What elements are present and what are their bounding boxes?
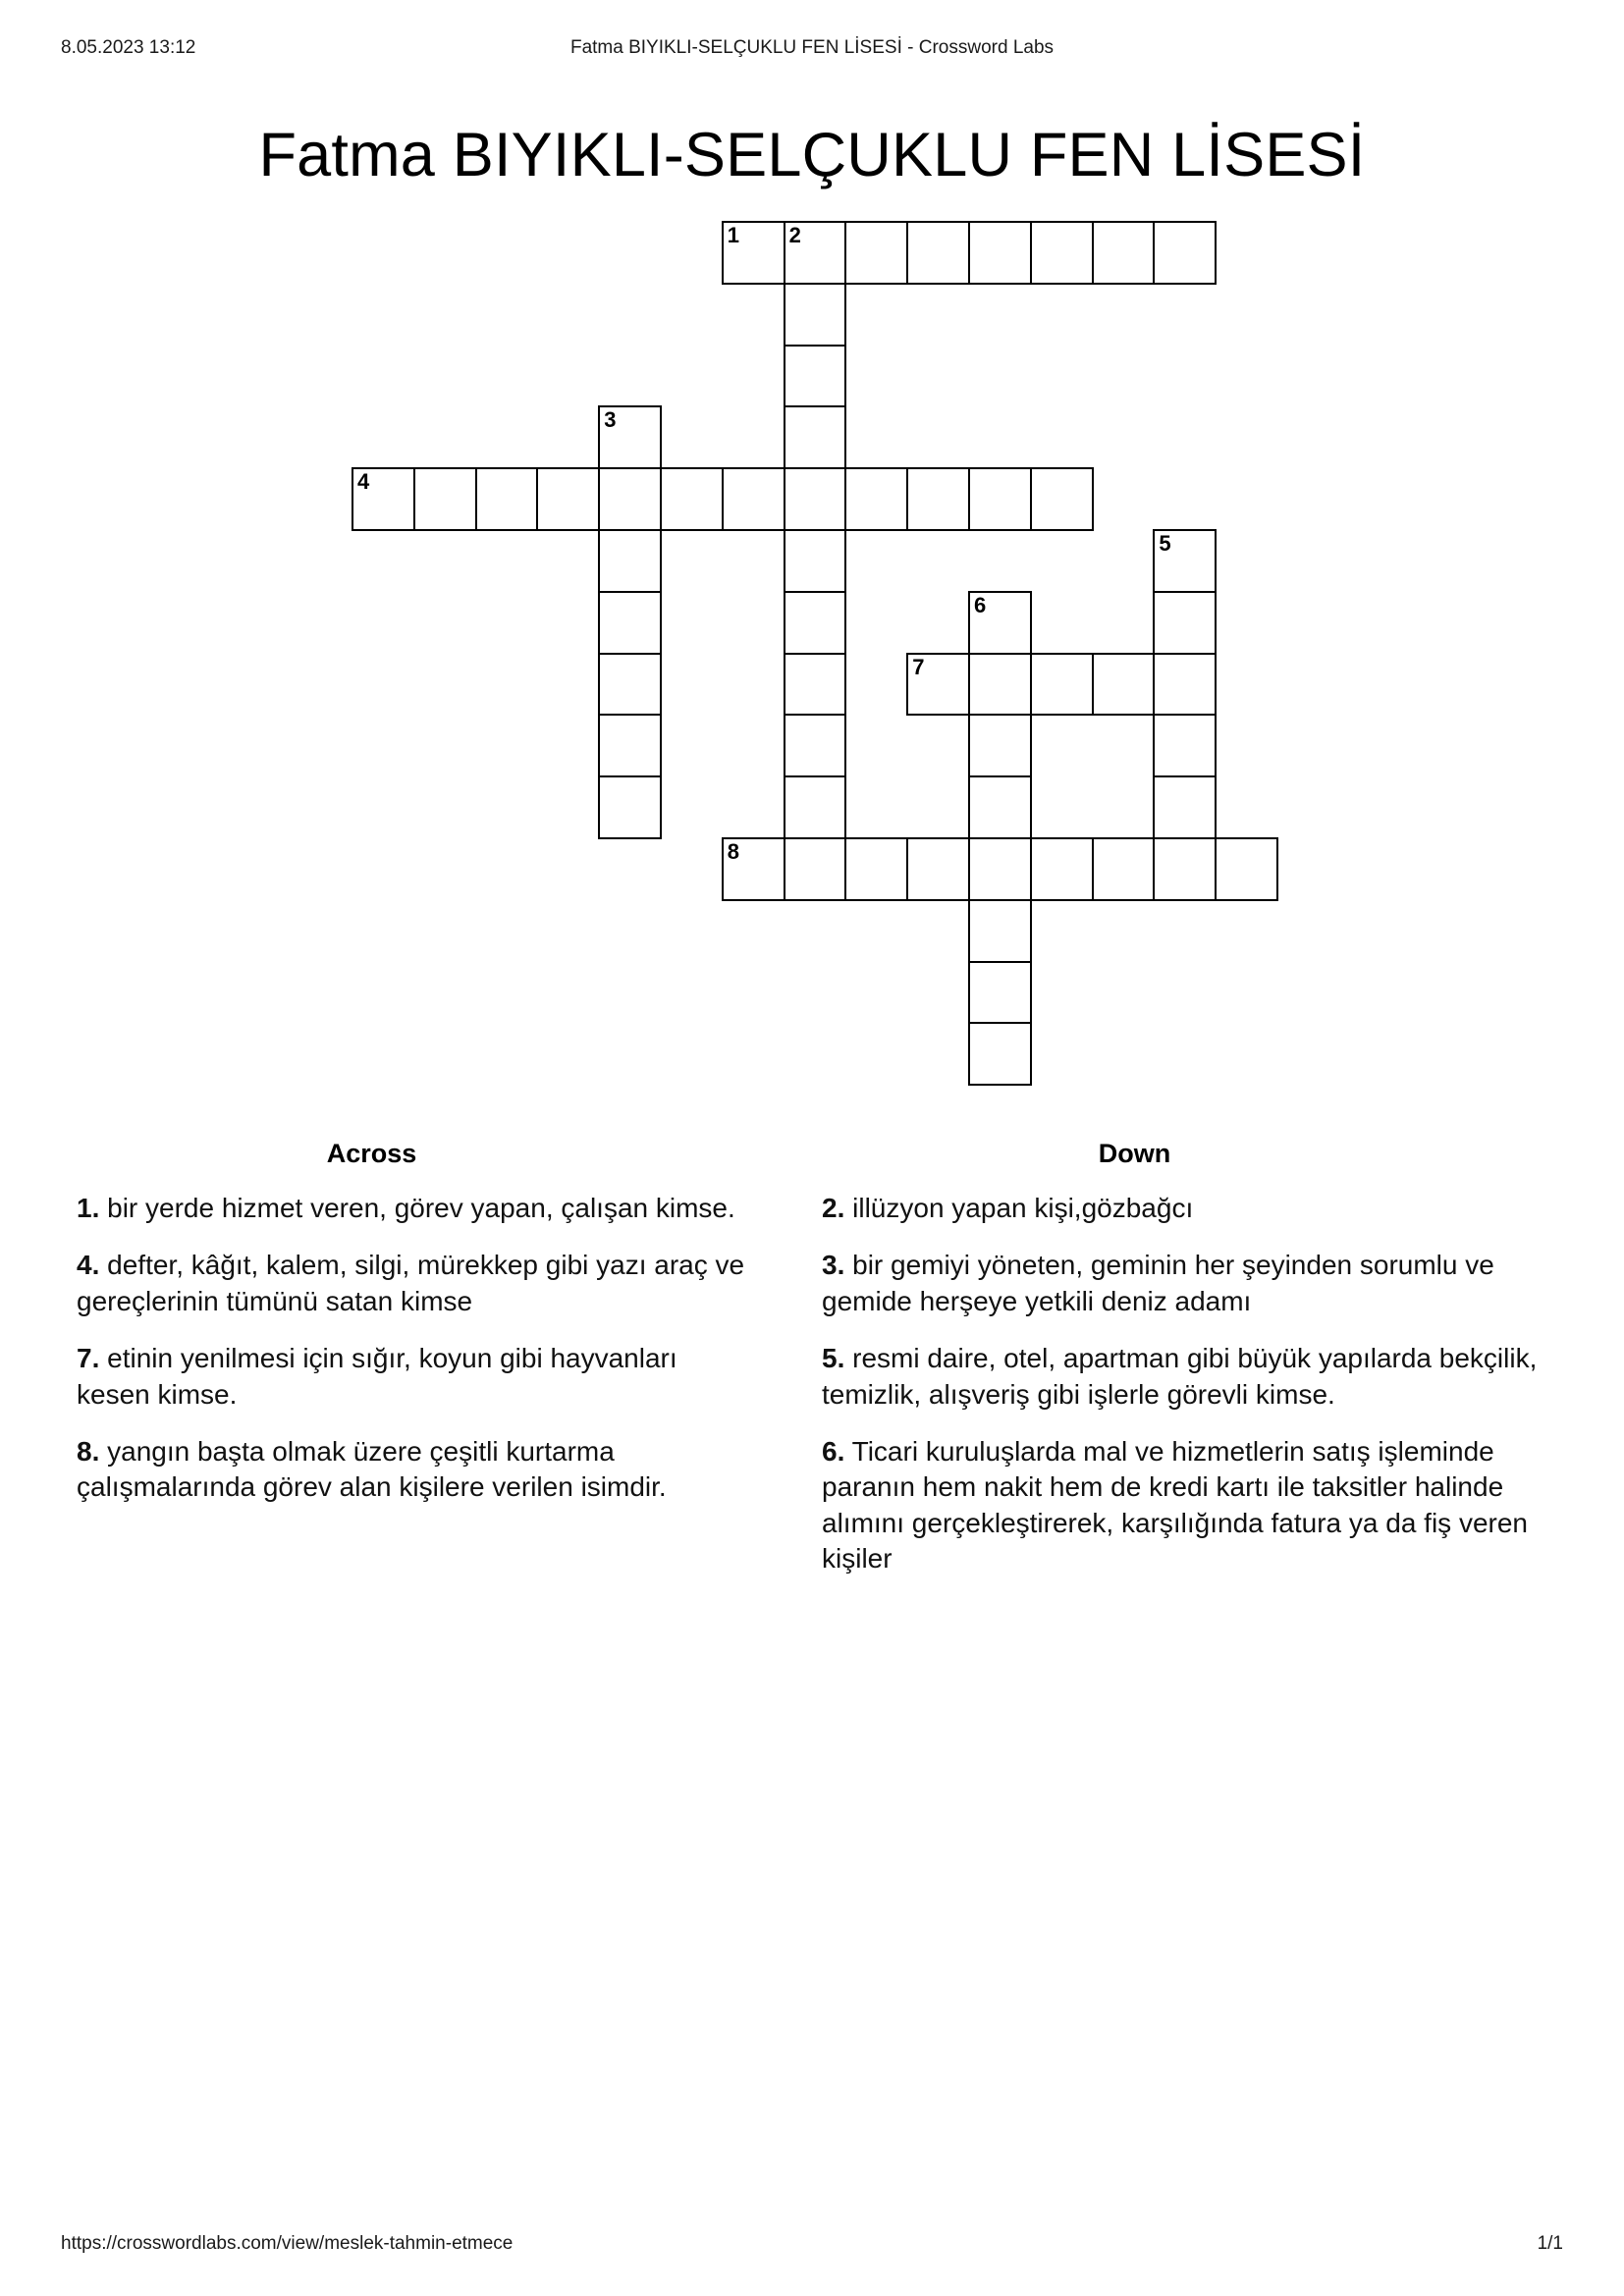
- grid-cell[interactable]: [1030, 221, 1094, 285]
- grid-cell[interactable]: [1030, 653, 1094, 717]
- grid-cell[interactable]: [598, 591, 662, 655]
- grid-cell[interactable]: [968, 899, 1032, 963]
- grid-cell-number: 3: [604, 407, 617, 433]
- grid-cell[interactable]: [1153, 653, 1217, 717]
- grid-cell[interactable]: [1030, 837, 1094, 901]
- down-heading: Down: [1098, 1139, 1171, 1168]
- down-clue-text: Ticari kuruluşlarda mal ve hizmetlerin satış işleminde paranın hem nakit hem de kredi kartı ile taksitler halinde alımını gerçekleştirerek, karşılığında fatura ya da fiş veren kişiler: [822, 1435, 1528, 1575]
- across-clue-text: etinin yenilmesi için sığır, koyun gibi hayvanları kesen kimse.: [77, 1343, 677, 1410]
- print-header-datetime: 8.05.2023 13:12: [61, 37, 196, 58]
- down-clue-list: [822, 1191, 1565, 1577]
- grid-cell[interactable]: [906, 467, 970, 531]
- down-clue-number: 6.: [822, 1435, 845, 1467]
- across-clue-list: [77, 1191, 755, 1506]
- down-clue-text: resmi daire, otel, apartman gibi büyük yapılarda bekçilik, temizlik, alışveriş gibi işlerle görevli kimse.: [822, 1343, 1538, 1410]
- across-clues-column: [0, 1139, 812, 1599]
- grid-cell[interactable]: [1215, 837, 1278, 901]
- down-clue-item: [822, 1434, 1565, 1577]
- down-clue-text: illüzyon yapan kişi,gözbağcı: [844, 1193, 1194, 1223]
- grid-cell[interactable]: [784, 775, 847, 839]
- grid-cell[interactable]: [844, 221, 908, 285]
- across-clue-item: [77, 1248, 755, 1319]
- grid-cell[interactable]: [784, 345, 847, 408]
- grid-cell[interactable]: [1153, 529, 1217, 593]
- down-clue-text: bir gemiyi yöneten, geminin her şeyinden sorumlu ve gemide herşeye yetkili deniz adamı: [822, 1250, 1494, 1316]
- across-heading: Across: [326, 1139, 417, 1168]
- down-clue-item: [822, 1191, 1565, 1226]
- grid-cell[interactable]: [722, 221, 785, 285]
- print-header-title: Fatma BIYIKLI-SELÇUKLU FEN LİSESİ - Crossword Labs: [569, 37, 1055, 58]
- grid-cell[interactable]: [722, 837, 785, 901]
- down-clue-number: 3.: [822, 1250, 845, 1281]
- grid-cell[interactable]: [844, 837, 908, 901]
- grid-cell[interactable]: [352, 467, 415, 531]
- grid-cell[interactable]: [1092, 221, 1156, 285]
- grid-cell[interactable]: [536, 467, 600, 531]
- grid-cell[interactable]: [1092, 837, 1156, 901]
- print-footer-url: https://crosswordlabs.com/view/meslek-tahmin-etmece: [61, 2233, 514, 2254]
- grid-cell[interactable]: [968, 467, 1032, 531]
- grid-cell[interactable]: [784, 283, 847, 347]
- grid-cell[interactable]: [784, 714, 847, 777]
- grid-cell[interactable]: [660, 467, 724, 531]
- grid-cell[interactable]: [968, 775, 1032, 839]
- grid-cell[interactable]: [968, 591, 1032, 655]
- grid-cell[interactable]: [598, 714, 662, 777]
- grid-cell[interactable]: [906, 653, 970, 717]
- down-clue-item: [822, 1341, 1565, 1413]
- grid-cell[interactable]: [413, 467, 477, 531]
- grid-cell-number: 6: [974, 592, 987, 617]
- print-footer-page: 1/1: [1537, 2233, 1563, 2254]
- grid-cell[interactable]: [844, 467, 908, 531]
- grid-cell[interactable]: [1030, 467, 1094, 531]
- grid-cell[interactable]: [968, 1022, 1032, 1086]
- grid-cell-number: 1: [727, 223, 740, 247]
- grid-cell[interactable]: [906, 221, 970, 285]
- print-header: [0, 37, 1624, 59]
- grid-cell-number: 7: [912, 654, 925, 679]
- grid-cell[interactable]: [784, 837, 847, 901]
- grid-cell[interactable]: [784, 405, 847, 469]
- clues-section: [0, 1139, 1624, 1599]
- grid-cell[interactable]: [968, 653, 1032, 717]
- across-clue-text: bir yerde hizmet veren, görev yapan, çalışan kimse.: [99, 1193, 735, 1223]
- grid-cell[interactable]: [1153, 591, 1217, 655]
- across-clue-item: [77, 1434, 755, 1506]
- grid-cell[interactable]: [784, 529, 847, 593]
- grid-cell-number: 5: [1159, 531, 1171, 556]
- grid-cell[interactable]: [1153, 775, 1217, 839]
- grid-cell[interactable]: [598, 653, 662, 717]
- down-clues-column: [812, 1139, 1624, 1599]
- grid-cell[interactable]: [598, 405, 662, 469]
- grid-cell[interactable]: [784, 653, 847, 717]
- grid-cell-number: 8: [727, 839, 740, 864]
- across-clue-text: defter, kâğıt, kalem, silgi, mürekkep gibi yazı araç ve gereçlerinin tümünü satan kimse: [77, 1250, 745, 1316]
- grid-cell[interactable]: [598, 775, 662, 839]
- grid-cell[interactable]: [1153, 221, 1217, 285]
- grid-cell[interactable]: [784, 221, 847, 285]
- grid-cell[interactable]: [598, 467, 662, 531]
- grid-cell-number: 2: [788, 223, 801, 247]
- across-clue-item: [77, 1191, 755, 1226]
- down-clue-number: 5.: [822, 1343, 845, 1374]
- grid-cell[interactable]: [784, 467, 847, 531]
- grid-cell[interactable]: [906, 837, 970, 901]
- page-title: Fatma BIYIKLI-SELÇUKLU FEN LİSESİ: [258, 121, 1366, 190]
- print-footer: [0, 2233, 1624, 2257]
- across-clue-text: yangın başta olmak üzere çeşitli kurtarma çalışmalarında görev alan kişilere verilen isimdir.: [77, 1435, 667, 1503]
- grid-cell[interactable]: [968, 837, 1032, 901]
- grid-cell[interactable]: [968, 221, 1032, 285]
- grid-cell[interactable]: [598, 529, 662, 593]
- grid-cell[interactable]: [784, 591, 847, 655]
- grid-cell[interactable]: [475, 467, 539, 531]
- grid-cell[interactable]: [968, 961, 1032, 1025]
- grid-cell[interactable]: [968, 714, 1032, 777]
- grid-cell-number: 4: [357, 469, 370, 495]
- across-clue-number: 7.: [77, 1343, 100, 1374]
- across-clue-item: [77, 1341, 755, 1413]
- grid-cell[interactable]: [1153, 714, 1217, 777]
- across-clue-number: 1.: [77, 1193, 100, 1223]
- grid-cell[interactable]: [722, 467, 785, 531]
- across-clue-number: 8.: [77, 1435, 100, 1467]
- down-clue-item: [822, 1248, 1565, 1319]
- across-clue-number: 4.: [77, 1250, 100, 1281]
- down-clue-number: 2.: [822, 1193, 845, 1223]
- grid-cell[interactable]: [1092, 653, 1156, 717]
- grid-cell[interactable]: [1153, 837, 1217, 901]
